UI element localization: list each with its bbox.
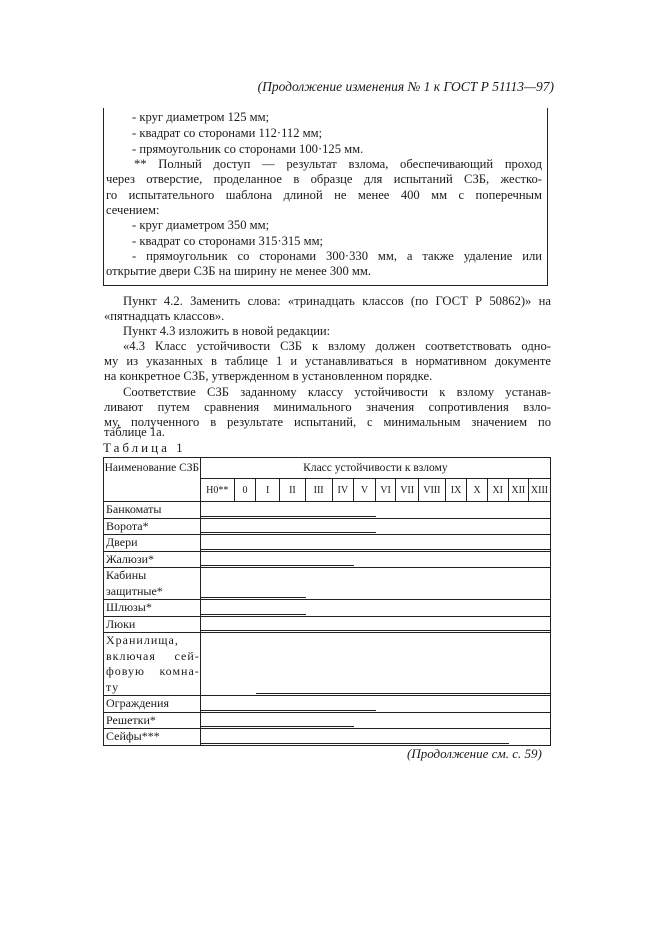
table-row: [104, 600, 551, 617]
row-name-cell: Двери: [104, 535, 201, 552]
row-name-cell: Ворота*: [104, 518, 201, 535]
table-row: [104, 518, 551, 535]
class-range-bar: [201, 710, 376, 711]
class-range-bar: [201, 565, 354, 566]
table-row: [104, 633, 551, 696]
row-class-range: [200, 633, 550, 696]
class-header-cell: VIII: [418, 479, 445, 502]
table-row: [104, 568, 551, 600]
row-class-range: [200, 600, 550, 617]
row-name-cell: Кабины защитные*: [104, 568, 201, 600]
footnote-box: [103, 108, 548, 286]
box-line: сечением:: [106, 203, 160, 217]
row-class-range: [200, 712, 550, 729]
box-line: ** Полный доступ — результат взлома, обеспечивающий проход: [134, 157, 542, 171]
row-name-cell: Шлюзы*: [104, 600, 201, 617]
class-header-cell: XIII: [529, 479, 551, 502]
box-line: - квадрат со сторонами 315·315 мм;: [132, 234, 324, 248]
class-header-cell: XI: [487, 479, 508, 502]
class-header-cell: VI: [375, 479, 396, 502]
class-range-bar: [201, 726, 354, 727]
paragraph-line: таблице 1а.: [104, 425, 165, 439]
box-line: - прямоугольник со сторонами 100·125 мм.: [132, 142, 364, 156]
box-line: - круг диаметром 350 мм;: [132, 218, 270, 232]
class-header-cell: IV: [332, 479, 354, 502]
class-header-cell: I: [256, 479, 280, 502]
row-class-range: [200, 518, 550, 535]
paragraph-line: Пункт 4.3 изложить в новой редакции:: [123, 324, 331, 338]
class-header-cell: 0: [234, 479, 256, 502]
box-line: через отверстие, проделанное в образце для испытаний СЗБ, жестко-: [106, 172, 542, 186]
table-row: [104, 502, 551, 519]
row-class-range: [200, 551, 550, 568]
row-class-range: [200, 696, 550, 713]
table-caption: Таблица 1: [103, 440, 186, 455]
class-range-bar: [201, 597, 306, 598]
header-name-cell: Наименование СЗБ: [104, 458, 201, 502]
class-header-cell: III: [305, 479, 332, 502]
row-name-cell: Хранилища, включая сей-фовую комна-ту: [104, 633, 201, 696]
class-range-bar: [201, 614, 306, 615]
page-footer: (Продолжение см. с. 59): [407, 746, 542, 761]
table-row: [104, 551, 551, 568]
class-header-cell: XII: [508, 479, 529, 502]
paragraph-line: на конкретное СЗБ, утвержденном в установленном порядке.: [104, 369, 433, 383]
class-range-bar: [201, 516, 376, 517]
table-row: [104, 712, 551, 729]
class-table: [103, 457, 551, 746]
row-class-range: [200, 535, 550, 552]
row-name-cell: Люки: [104, 616, 201, 633]
table-row: [104, 535, 551, 552]
paragraph-line: «4.3 Класс устойчивости СЗБ к взлому должен соответствовать одно-: [123, 339, 551, 353]
row-name-cell: Банкоматы: [104, 502, 201, 519]
paragraph-line: му, полученного в результате испытаний, с минимальным значением по: [104, 415, 551, 429]
header-class-cell: Класс устойчивости к взлому: [200, 458, 550, 479]
table-row: [104, 696, 551, 713]
paragraph-line: Соответствие СЗБ заданному классу устойчивости к взлому устанав-: [123, 385, 551, 399]
row-name-cell: Решетки*: [104, 712, 201, 729]
row-name-cell: Жалюзи*: [104, 551, 201, 568]
row-class-range: [200, 502, 550, 519]
box-line: - квадрат со сторонами 112·112 мм;: [132, 126, 323, 140]
box-line: го испытательного шаблона длиной не менее 400 мм с поперечным: [106, 188, 542, 202]
table-row: [104, 729, 551, 746]
row-name-cell: Сейфы***: [104, 729, 201, 746]
class-range-bar: [256, 693, 551, 694]
class-header-cell: X: [467, 479, 488, 502]
class-range-bar: [201, 549, 551, 550]
row-class-range: [200, 616, 550, 633]
class-header-cell: VII: [396, 479, 419, 502]
class-range-bar: [201, 743, 509, 744]
row-class-range: [200, 729, 550, 746]
paragraph-line: «пятнадцать классов».: [104, 309, 225, 323]
paragraph-line: му из указанных в таблице 1 и устанавливаться в нормативном документе: [104, 354, 551, 368]
row-name-cell: Ограждения: [104, 696, 201, 713]
class-range-bar: [201, 532, 376, 533]
box-line: - круг диаметром 125 мм;: [132, 110, 270, 124]
paragraph-line: ливают путем сравнения минимального значения сопротивления взло-: [104, 400, 551, 414]
class-header-cell: V: [354, 479, 376, 502]
page-header: (Продолжение изменения № 1 к ГОСТ Р 51113—97): [257, 79, 554, 94]
paragraph-line: Пункт 4.2. Заменить слова: «тринадцать классов (по ГОСТ Р 50862)» на: [123, 294, 551, 308]
class-header-cell: IX: [445, 479, 467, 502]
class-range-bar: [201, 630, 551, 631]
class-header-cell: Н0**: [200, 479, 234, 502]
class-header-cell: II: [280, 479, 306, 502]
box-line: - прямоугольник со сторонами 300·330 мм, а также удаление или: [132, 249, 542, 263]
box-line: открытие двери СЗБ на ширину не менее 300 мм.: [106, 264, 372, 278]
row-class-range: [200, 568, 550, 600]
table-row: [104, 616, 551, 633]
